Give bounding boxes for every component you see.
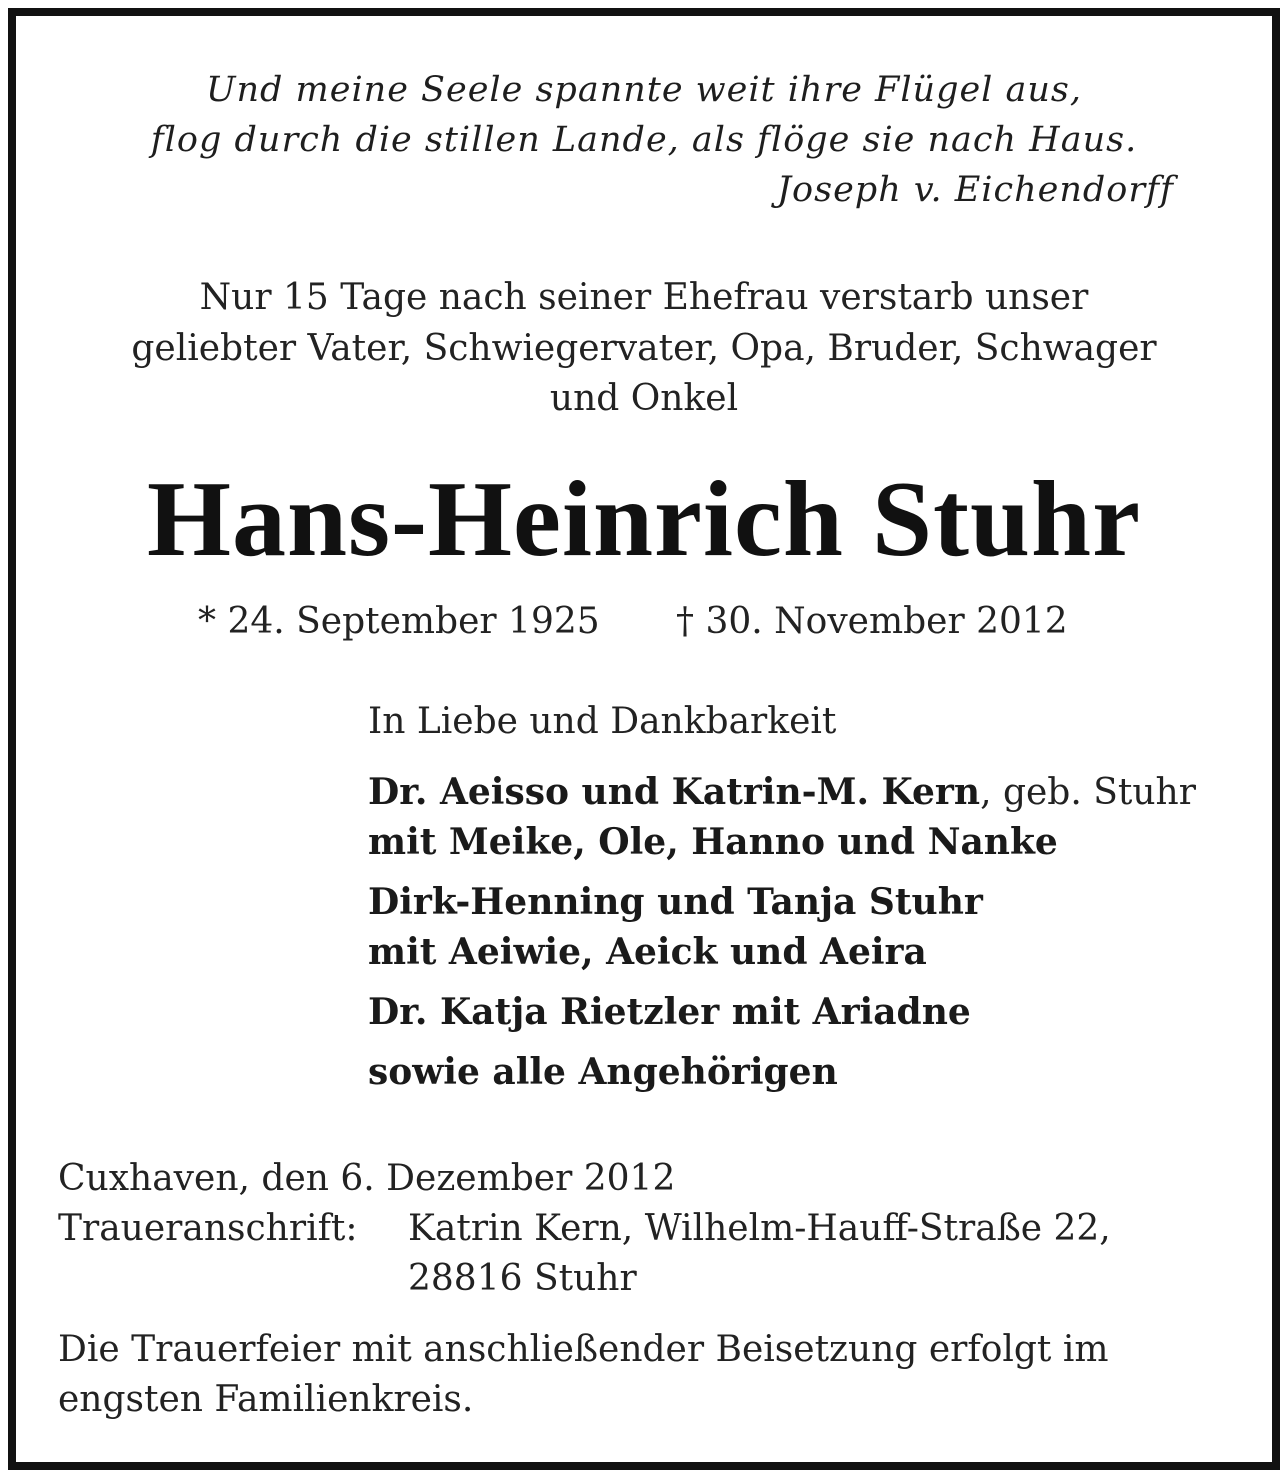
address-line-2: 28816 Stuhr [408, 1258, 637, 1299]
ceremony-notice-line-2: engsten Familienkreis. [58, 1379, 474, 1420]
mourner-group-2-children [368, 927, 927, 978]
death-date: † 30. November 2012 [676, 601, 1068, 642]
mourner-group-4-text: sowie alle Angehörigen [368, 1051, 838, 1093]
intro-line-3: und Onkel [549, 378, 739, 419]
quote-line-2: flog durch die stillen Lande, als flöge sie nach Haus. [150, 120, 1138, 160]
mourner-group-1-name: Dr. Aeisso und Katrin-M. Kern [368, 771, 981, 813]
mourner-group-1-children [368, 817, 1058, 868]
place-and-date: Cuxhaven, den 6. Dezember 2012 [58, 1158, 676, 1199]
mourner-group-2 [368, 877, 983, 928]
mourner-group-1-children-text: mit Meike, Ole, Hanno und Nanke [368, 821, 1058, 863]
quote-author: Joseph v. Eichendorff [777, 170, 1174, 210]
intro-line-2: geliebter Vater, Schwiegervater, Opa, Bruder, Schwager [131, 328, 1157, 369]
mourner-group-3-text: Dr. Katja Rietzler mit Ariadne [368, 991, 971, 1033]
mourners-intro: In Liebe und Dankbarkeit [368, 701, 837, 742]
mourner-group-2-children-text: mit Aeiwie, Aeick und Aeira [368, 931, 927, 973]
intro-line-1: Nur 15 Tage nach seiner Ehefrau verstarb unser [199, 277, 1089, 318]
ceremony-notice-line-1: Die Trauerfeier mit anschließender Beisetzung erfolgt im [58, 1329, 1109, 1370]
deceased-name: Hans-Heinrich Stuhr [146, 460, 1142, 579]
address-label: Traueranschrift: [58, 1208, 358, 1249]
mourner-group-3 [368, 987, 971, 1038]
obituary-notice [8, 8, 1280, 1470]
birth-date: * 24. September 1925 [198, 601, 600, 642]
address-line-1: Katrin Kern, Wilhelm-Hauff-Straße 22, [408, 1208, 1111, 1249]
mourner-group-1 [368, 767, 1196, 818]
mourner-group-4 [368, 1047, 838, 1098]
mourner-group-2-name: Dirk-Henning und Tanja Stuhr [368, 881, 983, 923]
mourner-group-1-suffix: , geb. Stuhr [980, 772, 1196, 813]
quote-line-1: Und meine Seele spannte weit ihre Flügel aus, [205, 70, 1082, 110]
